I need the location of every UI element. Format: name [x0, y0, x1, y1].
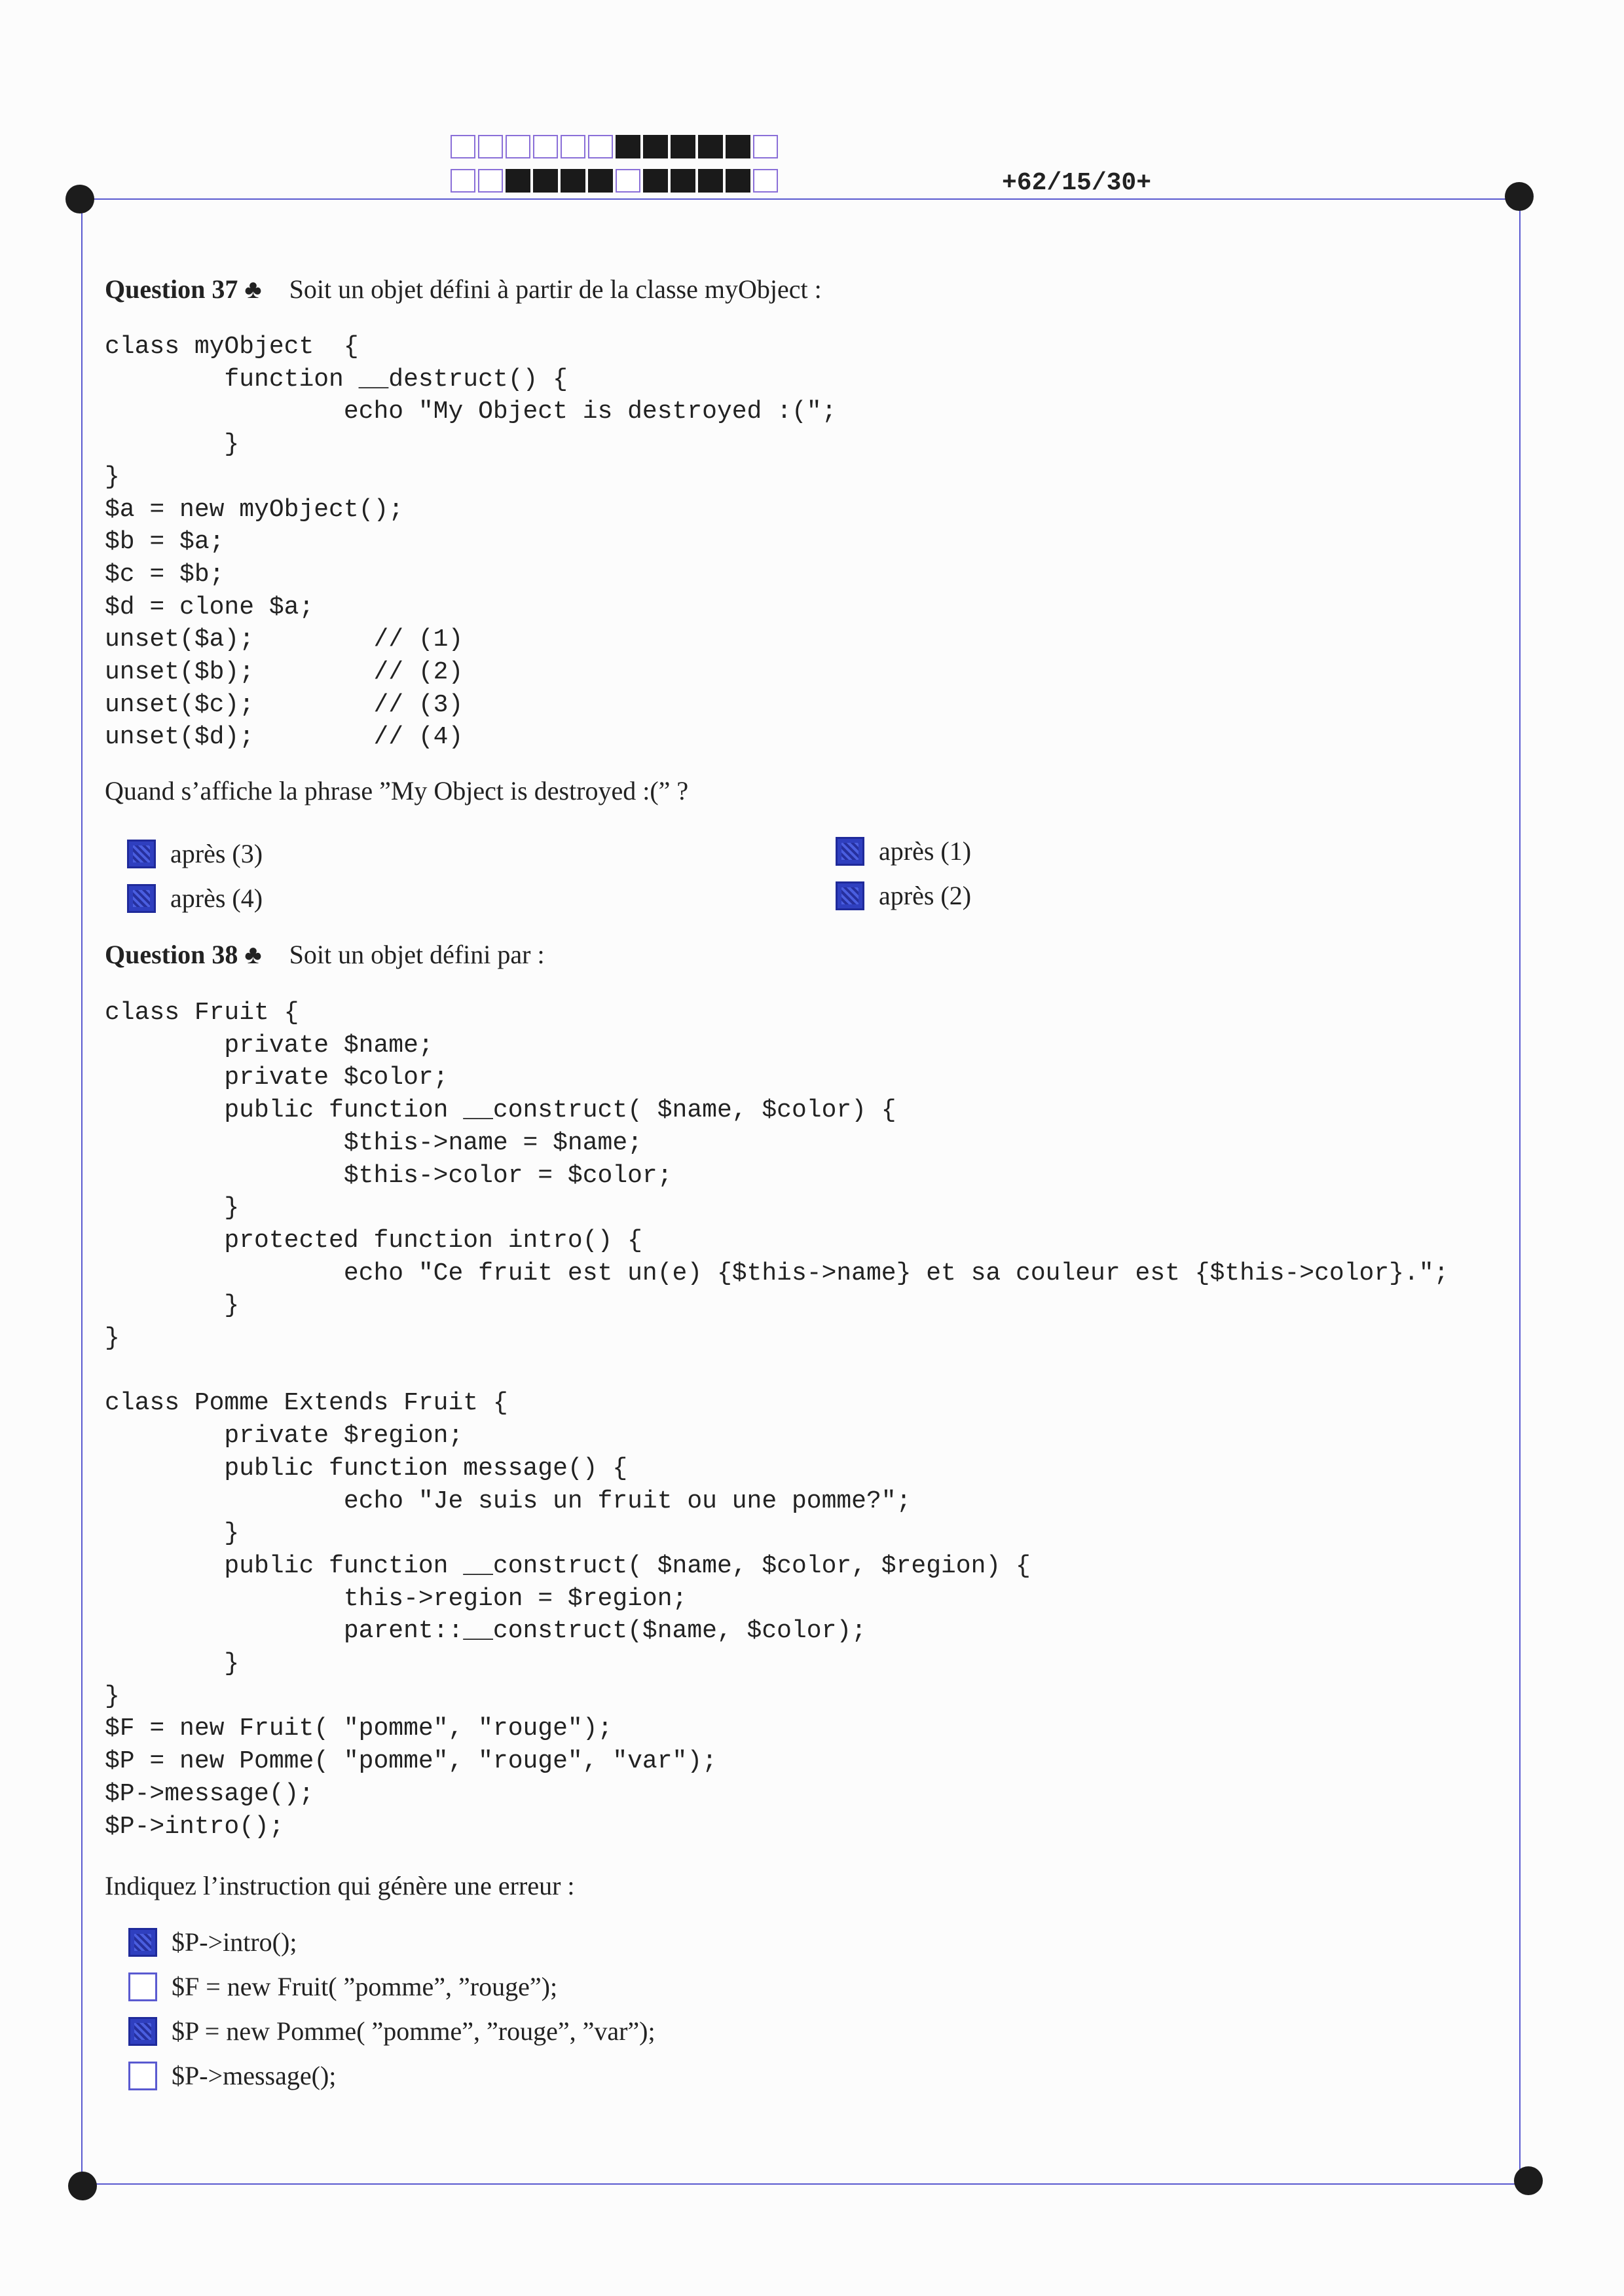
frame-right	[1519, 198, 1521, 2184]
answer-label: $P = new Pomme( ”pomme”, ”rouge”, ”var”);	[172, 2016, 655, 2046]
answer-label: $P->intro();	[172, 1927, 297, 1957]
id-code-cell	[643, 135, 668, 158]
corner-marker-top-right	[1505, 182, 1534, 211]
question-37-header	[105, 274, 822, 305]
id-code-cell	[561, 169, 585, 193]
id-code-cell	[451, 135, 475, 158]
q38-answer-4[interactable]	[128, 2060, 336, 2091]
question-38-text: Soit un objet défini par :	[289, 940, 545, 969]
checkbox[interactable]	[128, 2017, 157, 2046]
frame-left	[81, 198, 83, 2184]
id-code-cell	[753, 169, 778, 193]
id-code-cell	[506, 169, 530, 193]
q38-answer-2[interactable]	[128, 1971, 557, 2002]
id-code-cell	[478, 135, 503, 158]
checkbox[interactable]	[128, 1928, 157, 1957]
q37-answer-1[interactable]	[127, 838, 263, 869]
question-37-number: Question 37 ♣	[105, 274, 262, 304]
q37-answer-3[interactable]	[836, 836, 971, 866]
q38-answer-1[interactable]	[128, 1927, 297, 1957]
question-37-code: class myObject { function __destruct() { echo "My Object is destroyed :("; } } $a = new myObject(); $b = $a; $c = $b; $d = clone $a; unset($a); // (1) unset($b); // (2) unset($c); // (3) unset($d); // (4)	[105, 333, 837, 752]
q37-answer-4[interactable]	[836, 880, 971, 911]
checkbox[interactable]	[127, 840, 156, 868]
answer-label: $P->message();	[172, 2061, 337, 2090]
question-38-code: class Fruit { private $name; private $color; public function __construct( $name, $color) { $this->name = $name; $this->color = $color; } protected function intro() { echo "Ce fruit est un(e) {$this->name} et sa couleur est {$this->color}."; } } class Pomme Extends Fruit { private $region; public function message() { echo "Je suis un fruit ou une pomme?"; } public function __construct( $name, $color, $region) { this->region = $region; parent::__construct($name, $color); } } $F = new Fruit( "pomme", "rouge"); $P = new Pomme( "pomme", "rouge", "var"); $P->message(); $P->intro();	[105, 999, 1449, 1841]
id-code-cell	[726, 169, 750, 193]
checkbox[interactable]	[836, 881, 864, 910]
question-37-text: Soit un objet défini à partir de la classe myObject :	[289, 274, 822, 304]
id-code-row-2	[451, 169, 781, 193]
id-code-cell	[616, 135, 640, 158]
corner-marker-bottom-left	[68, 2172, 97, 2200]
id-code-cell	[643, 169, 668, 193]
checkbox[interactable]	[128, 1972, 157, 2001]
answer-label: $F = new Fruit( ”pomme”, ”rouge”);	[172, 1972, 558, 2001]
question-38-header	[105, 939, 545, 970]
frame-bottom	[84, 2183, 1524, 2185]
checkbox[interactable]	[836, 837, 864, 866]
id-code-cell	[671, 135, 695, 158]
question-38-number: Question 38 ♣	[105, 940, 262, 969]
frame-top	[79, 198, 1519, 200]
q37-answer-2[interactable]	[127, 883, 263, 914]
q38-answer-3[interactable]	[128, 2016, 655, 2046]
question-38-prompt: Indiquez l’instruction qui génère une erreur :	[105, 1871, 575, 1900]
answer-label: après (4)	[170, 883, 263, 913]
checkbox[interactable]	[128, 2062, 157, 2090]
id-code-row-1	[451, 135, 781, 158]
answer-label: après (1)	[879, 836, 972, 866]
id-code-cell	[588, 135, 613, 158]
question-37-prompt: Quand s’affiche la phrase ”My Object is destroyed :(” ?	[105, 776, 689, 805]
id-code-cell	[616, 169, 640, 193]
id-code-cell	[533, 135, 558, 158]
id-code-cell	[726, 135, 750, 158]
id-code-cell	[698, 135, 723, 158]
id-code-cell	[671, 169, 695, 193]
id-code-cell	[506, 135, 530, 158]
id-code-cell	[478, 169, 503, 193]
checkbox[interactable]	[127, 884, 156, 913]
id-code-cell	[451, 169, 475, 193]
id-code-cell	[533, 169, 558, 193]
corner-marker-bottom-right	[1514, 2166, 1543, 2195]
corner-marker-top-left	[65, 185, 94, 213]
id-code-cell	[698, 169, 723, 193]
id-code-cell	[561, 135, 585, 158]
answer-label: après (2)	[879, 881, 972, 910]
page-code: +62/15/30+	[1002, 169, 1152, 197]
answer-label: après (3)	[170, 839, 263, 868]
id-code-cell	[588, 169, 613, 193]
id-code-cell	[753, 135, 778, 158]
